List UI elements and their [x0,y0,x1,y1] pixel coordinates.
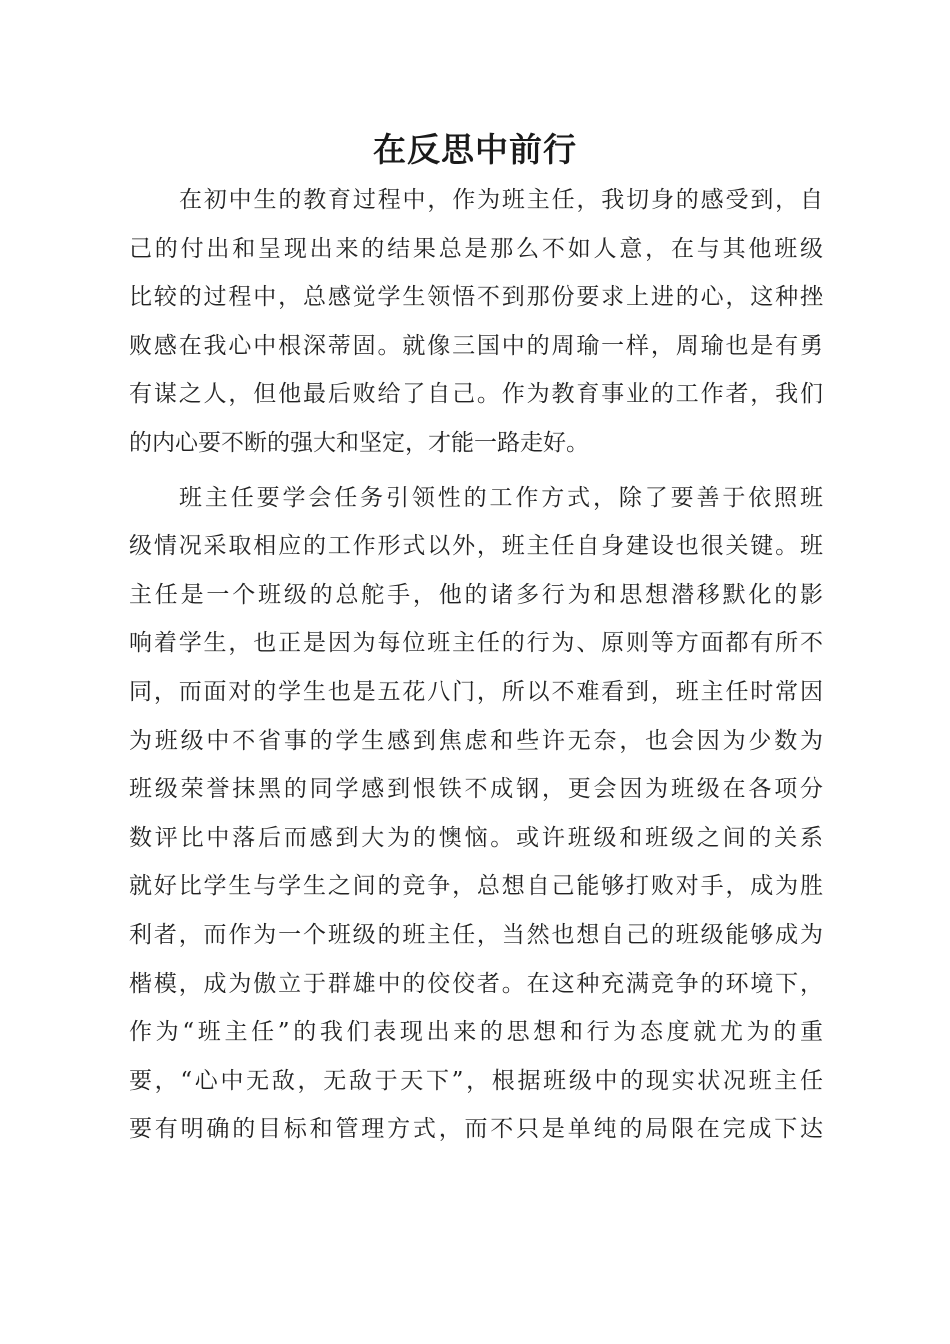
text-line: 在初中生的教育过程中，作为班主任，我切身的感受到，自 [179,187,823,213]
text-line: 同，而面对的学生也是五花八门，所以不难看到，班主任时常因 [129,678,823,705]
text-line: 有谋之人，但他最后败给了自己。作为教育事业的工作者，我们 [129,381,823,408]
text-line: 的内心要不断的强大和坚定，才能一路走好。 [129,429,589,456]
text-line: 就好比学生与学生之间的竞争，总想自己能够打败对手，成为胜 [129,873,823,900]
text-line: 比较的过程中，总感觉学生领悟不到那份要求上进的心，这种挫 [129,284,823,311]
text-line: 败感在我心中根深蒂固。就像三国中的周瑜一样，周瑜也是有勇 [129,332,823,359]
paragraph-1 [129,176,823,468]
paragraph-2 [129,474,823,1154]
text-line: 班主任要学会任务引领性的工作方式，除了要善于依照班 [179,484,823,511]
document-body [129,176,823,1154]
text-line: 级情况采取相应的工作形式以外，班主任自身建设也很关键。班 [129,533,823,560]
text-line: 己的付出和呈现出来的结果总是那么不如人意，在与其他班级 [129,235,823,262]
text-line: 响着学生，也正是因为每位班主任的行为、原则等方面都有所不 [129,630,823,657]
text-line: 作为“班主任”的我们表现出来的思想和行为态度就尤为的重 [129,1019,823,1046]
text-line: 为班级中不省事的学生感到焦虑和些许无奈，也会因为少数为 [129,727,823,754]
text-line: 班级荣誉抹黑的同学感到恨铁不成钢，更会因为班级在各项分 [129,776,823,803]
text-line: 要，“心中无敌，无敌于天下”，根据班级中的现实状况班主任 [129,1067,823,1094]
document-title: 在反思中前行 [373,130,577,169]
text-line: 利者，而作为一个班级的班主任，当然也想自己的班级能够成为 [129,921,823,948]
text-line: 数评比中落后而感到大为的懊恼。或许班级和班级之间的关系 [129,824,823,851]
text-line: 要有明确的目标和管理方式，而不只是单纯的局限在完成下达 [129,1116,823,1143]
text-line: 楷模，成为傲立于群雄中的佼佼者。在这种充满竞争的环境下， [129,970,823,997]
text-line: 主任是一个班级的总舵手，他的诸多行为和思想潜移默化的影 [129,581,823,608]
